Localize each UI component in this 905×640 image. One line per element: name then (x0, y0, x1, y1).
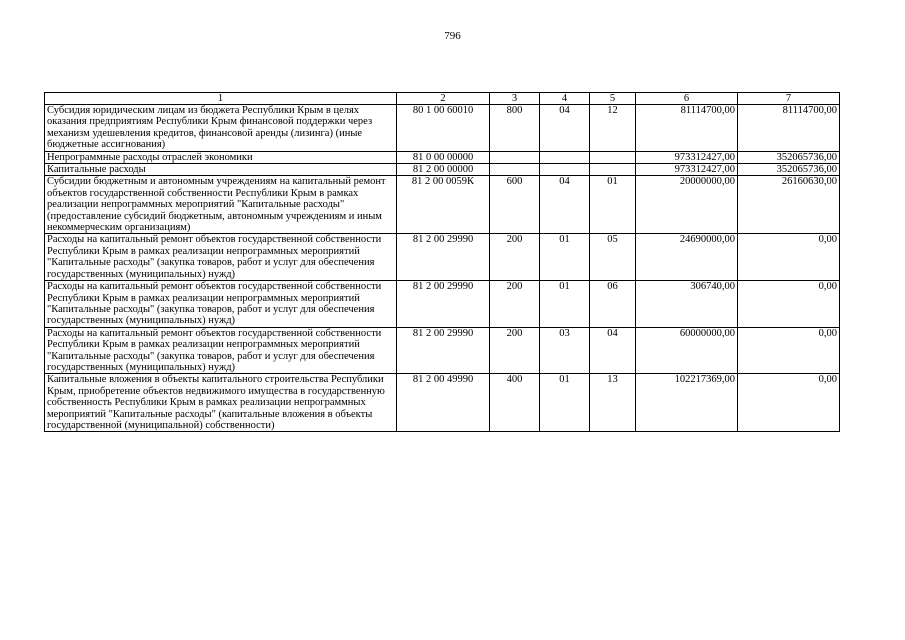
row-amount-6: 60000000,00 (636, 327, 738, 374)
table-row (45, 327, 840, 374)
row-description: Расходы на капитальный ремонт объектов государственной собственности Республики Крым в рамках реализации непрограммных мероприятий "Капитальные расходы" (закупка товаров, работ и услуг для обеспечения государственных (муниципальных) нужд) (45, 234, 397, 281)
row-code: 81 2 00 29990 (397, 234, 490, 281)
row-code: 81 0 00 00000 (397, 151, 490, 163)
row-col4: 01 (540, 281, 590, 328)
row-col4: 01 (540, 234, 590, 281)
row-col5 (590, 164, 636, 176)
table-row (45, 234, 840, 281)
row-amount-7: 0,00 (738, 234, 840, 281)
row-amount-6: 306740,00 (636, 281, 738, 328)
row-col5: 06 (590, 281, 636, 328)
header-cell: 3 (490, 93, 540, 105)
header-row (45, 93, 840, 105)
row-col3: 200 (490, 327, 540, 374)
row-amount-6: 20000000,00 (636, 176, 738, 234)
row-amount-7: 352065736,00 (738, 164, 840, 176)
row-amount-7: 0,00 (738, 374, 840, 432)
row-code: 81 2 00 29990 (397, 327, 490, 374)
row-amount-6: 81114700,00 (636, 105, 738, 152)
row-amount-6: 102217369,00 (636, 374, 738, 432)
row-col4 (540, 164, 590, 176)
row-col5: 05 (590, 234, 636, 281)
table-row (45, 281, 840, 328)
row-amount-6: 973312427,00 (636, 151, 738, 163)
row-description: Непрограммные расходы отраслей экономики (45, 151, 397, 163)
header-cell: 1 (45, 93, 397, 105)
row-code: 80 1 00 60010 (397, 105, 490, 152)
row-col3: 400 (490, 374, 540, 432)
row-amount-7: 0,00 (738, 327, 840, 374)
row-code: 81 2 00 29990 (397, 281, 490, 328)
row-col5: 13 (590, 374, 636, 432)
row-col4 (540, 151, 590, 163)
row-col5 (590, 151, 636, 163)
row-col4: 04 (540, 176, 590, 234)
table-row (45, 164, 840, 176)
row-code: 81 2 00 00000 (397, 164, 490, 176)
row-col4: 04 (540, 105, 590, 152)
row-col3: 200 (490, 234, 540, 281)
row-description: Капитальные вложения в объекты капитального строительства Республики Крым, приобретение объектов недвижимого имущества в государственную собственность Республики Крым в рамках реализации непрограммных мероприятий "Капитальные расходы" (капитальные вложения в объекты государственной (муниципальной) собственности) (45, 374, 397, 432)
row-description: Субсидия юридическим лицам из бюджета Республики Крым в целях оказания предприятиям Республики Крым финансовой поддержки через механизм удешевления кредитов, финансовой аренды (лизинга) (иные бюджетные ассигнования) (45, 105, 397, 152)
table-row (45, 374, 840, 432)
row-amount-6: 24690000,00 (636, 234, 738, 281)
row-col3: 800 (490, 105, 540, 152)
row-col5: 12 (590, 105, 636, 152)
row-code: 81 2 00 49990 (397, 374, 490, 432)
row-amount-7: 352065736,00 (738, 151, 840, 163)
row-description: Расходы на капитальный ремонт объектов государственной собственности Республики Крым в рамках реализации непрограммных мероприятий "Капитальные расходы" (закупка товаров, работ и услуг для обеспечения государственных (муниципальных) нужд) (45, 281, 397, 328)
row-col4: 01 (540, 374, 590, 432)
table-row (45, 151, 840, 163)
row-amount-7: 0,00 (738, 281, 840, 328)
row-col3 (490, 151, 540, 163)
row-amount-6: 973312427,00 (636, 164, 738, 176)
header-cell: 7 (738, 93, 840, 105)
row-description: Капитальные расходы (45, 164, 397, 176)
table-row (45, 176, 840, 234)
row-description: Расходы на капитальный ремонт объектов государственной собственности Республики Крым в рамках реализации непрограммных мероприятий "Капитальные расходы" (закупка товаров, работ и услуг для обеспечения государственных (муниципальных) нужд) (45, 327, 397, 374)
row-col5: 01 (590, 176, 636, 234)
row-col3 (490, 164, 540, 176)
row-col4: 03 (540, 327, 590, 374)
row-code: 81 2 00 0059К (397, 176, 490, 234)
row-amount-7: 81114700,00 (738, 105, 840, 152)
page-number: 796 (444, 30, 461, 42)
header-cell: 2 (397, 93, 490, 105)
row-col3: 600 (490, 176, 540, 234)
header-cell: 5 (590, 93, 636, 105)
budget-table (44, 92, 840, 432)
header-cell: 6 (636, 93, 738, 105)
table-row (45, 105, 840, 152)
row-col5: 04 (590, 327, 636, 374)
row-amount-7: 26160630,00 (738, 176, 840, 234)
row-col3: 200 (490, 281, 540, 328)
header-cell: 4 (540, 93, 590, 105)
row-description: Субсидии бюджетным и автономным учреждениям на капитальный ремонт объектов государственной собственности Республики Крым в рамках реализации непрограммных мероприятий "Капитальные расходы" (предоставление субсидий бюджетным, автономным учреждениям и иным некоммерческим организациям) (45, 176, 397, 234)
